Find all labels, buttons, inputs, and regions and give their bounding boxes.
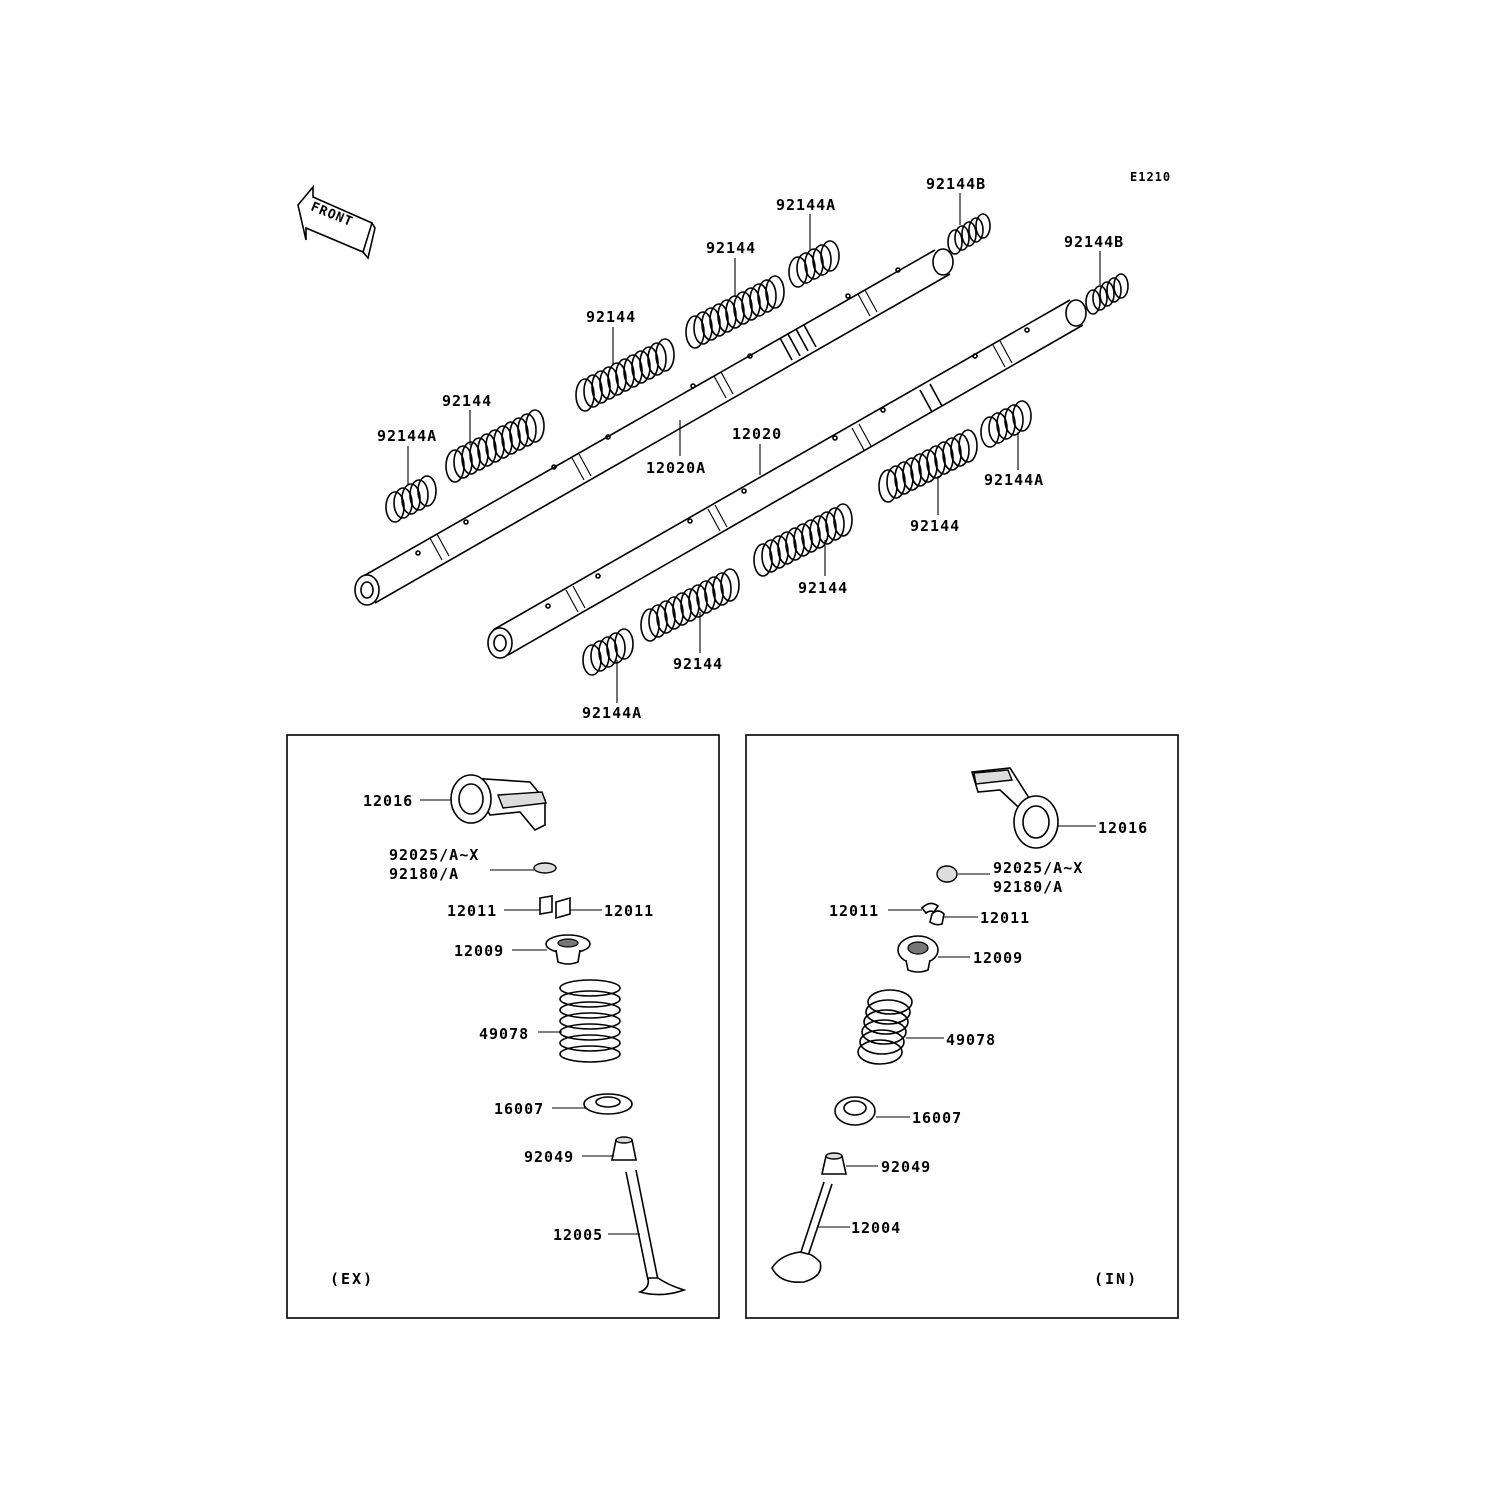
ex-spring-seat-icon xyxy=(584,1094,632,1114)
label-12020: 12020 xyxy=(732,425,783,443)
spring-92144-bottom xyxy=(641,569,739,641)
ex-label-shim-2: 92180/A xyxy=(389,865,460,883)
ex-label-retainer: 12009 xyxy=(454,942,505,960)
in-label-rocker: 12016 xyxy=(1098,819,1149,837)
ex-rocker-arm-icon xyxy=(451,775,546,830)
spring-92144a-bottom xyxy=(583,629,633,675)
in-label-shim-1: 92025/A~X xyxy=(993,859,1084,877)
spring-92144b-top xyxy=(948,214,990,254)
ex-label-shim-1: 92025/A~X xyxy=(389,846,480,864)
ex-label-valve: 12005 xyxy=(553,1226,604,1244)
label-92144a-right: 92144A xyxy=(984,471,1045,489)
in-shim-icon xyxy=(937,866,957,882)
label-12020a: 12020A xyxy=(646,459,707,477)
label-92144b-right: 92144B xyxy=(1064,233,1125,251)
spring-92144a-right xyxy=(981,401,1031,447)
in-label-cotter-l: 12011 xyxy=(829,902,880,920)
ex-stem-seal-icon xyxy=(612,1137,636,1160)
in-stem-seal-icon xyxy=(822,1153,846,1174)
label-92144a-top: 92144A xyxy=(776,196,837,214)
spring-92144a-left xyxy=(386,476,436,522)
in-label-cotter-r: 12011 xyxy=(980,909,1031,927)
in-cotter-icon xyxy=(922,903,944,924)
in-rocker-arm-icon xyxy=(972,768,1058,848)
in-label-seat: 16007 xyxy=(912,1109,963,1127)
front-arrow-icon xyxy=(298,187,375,258)
ex-label-seat: 16007 xyxy=(494,1100,545,1118)
rocker-shaft-12020a xyxy=(355,249,953,605)
spring-92144-left xyxy=(446,410,544,482)
label-92144-top-1: 92144 xyxy=(586,308,637,326)
ex-valve-icon xyxy=(626,1170,684,1295)
spring-92144-mid xyxy=(754,504,852,576)
in-section-label: (IN) xyxy=(1094,1270,1139,1288)
label-92144-right: 92144 xyxy=(910,517,961,535)
label-92144-top-2: 92144 xyxy=(706,239,757,257)
in-spring-seat-icon xyxy=(835,1097,875,1125)
label-92144a-bottom: 92144A xyxy=(582,704,643,722)
spring-92144b-right xyxy=(1086,274,1128,314)
label-92144-left: 92144 xyxy=(442,392,493,410)
ex-valve-spring-icon xyxy=(560,980,620,1062)
in-label-spring: 49078 xyxy=(946,1031,997,1049)
front-arrow-text: FRONT xyxy=(308,199,356,231)
diagram-code: E1210 xyxy=(1130,170,1172,184)
in-label-seal: 92049 xyxy=(881,1158,932,1176)
ex-cotter-icon xyxy=(540,896,570,918)
label-92144-bottom: 92144 xyxy=(673,655,724,673)
in-label-valve: 12004 xyxy=(851,1219,902,1237)
spring-92144-right xyxy=(879,430,977,502)
in-valve-spring-icon xyxy=(858,990,912,1064)
in-retainer-icon xyxy=(898,936,938,972)
ex-retainer-icon xyxy=(546,935,590,964)
in-label-shim-2: 92180/A xyxy=(993,878,1064,896)
label-92144-mid: 92144 xyxy=(798,579,849,597)
label-92144a-left: 92144A xyxy=(377,427,438,445)
ex-shim-icon xyxy=(534,863,556,873)
ex-section-label: (EX) xyxy=(330,1270,375,1288)
ex-label-spring: 49078 xyxy=(479,1025,530,1043)
spring-92144-top-1 xyxy=(576,339,674,411)
ex-label-cotter-r: 12011 xyxy=(604,902,655,920)
ex-label-seal: 92049 xyxy=(524,1148,575,1166)
spring-92144a-top xyxy=(789,241,839,287)
ex-label-rocker: 12016 xyxy=(363,792,414,810)
in-label-retainer: 12009 xyxy=(973,949,1024,967)
label-92144b-top: 92144B xyxy=(926,175,987,193)
ex-label-cotter-l: 12011 xyxy=(447,902,498,920)
in-valve-icon xyxy=(772,1182,832,1282)
